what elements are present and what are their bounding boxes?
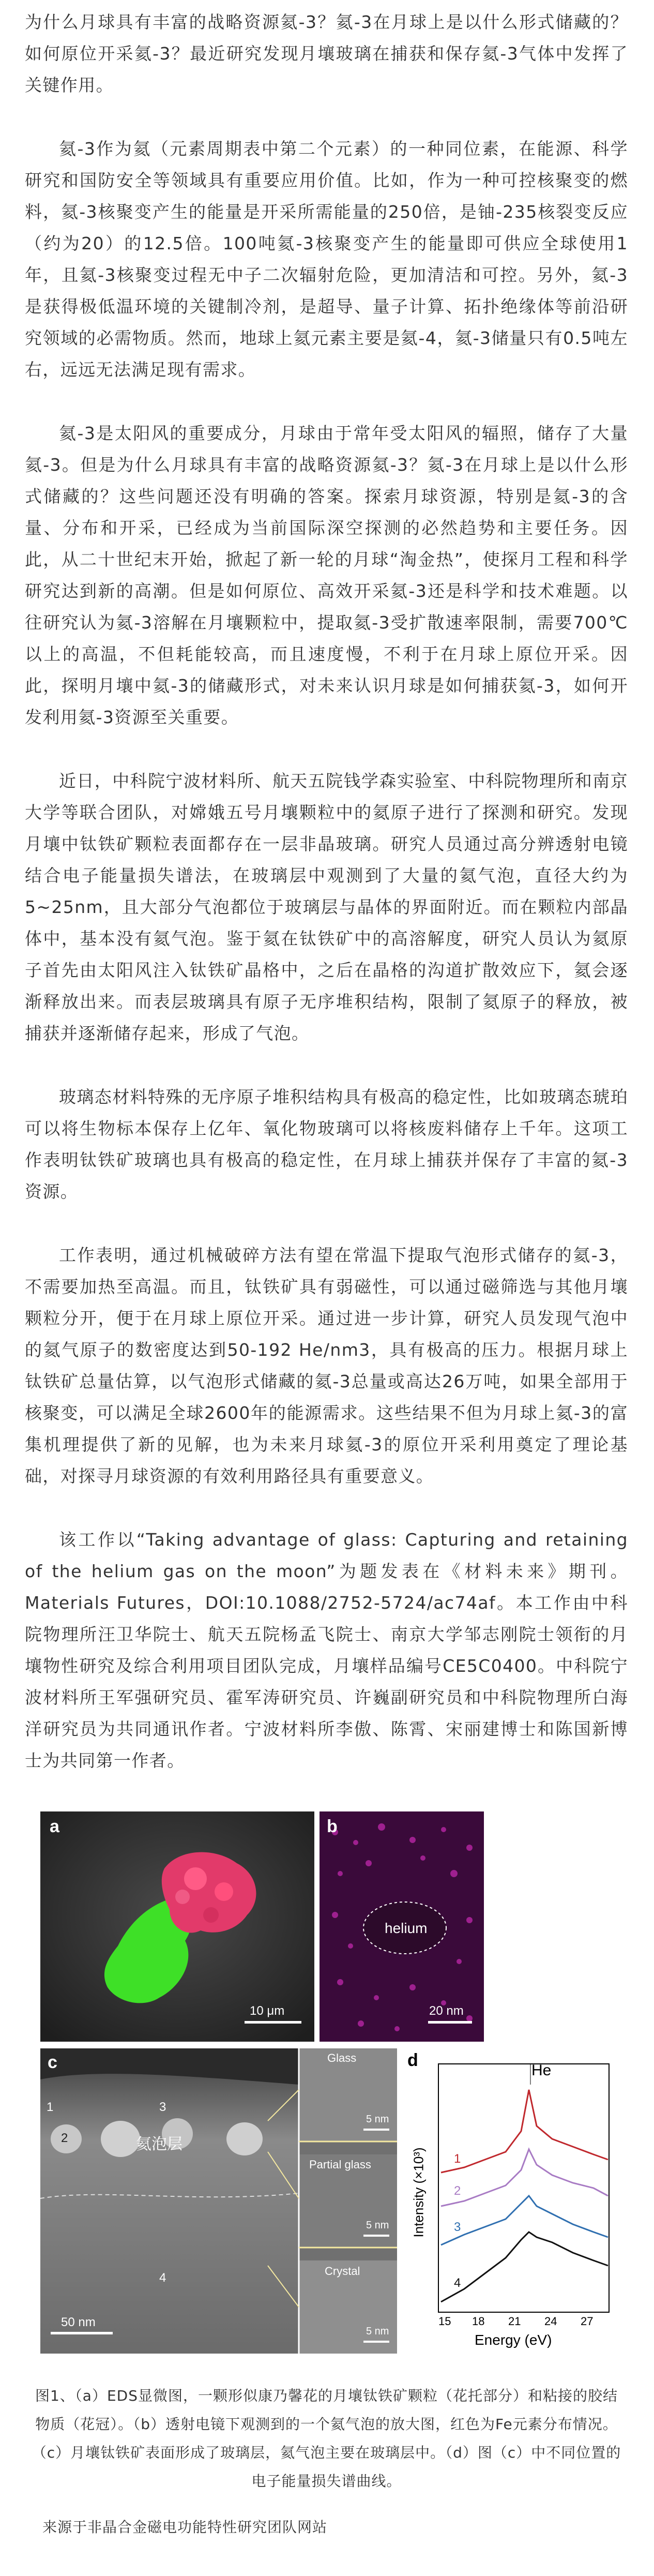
inset-partial-glass-scale: 5 nm bbox=[366, 2220, 389, 2231]
helium3-value-paragraph: 氦-3作为氦（元素周期表中第二个元素）的一种同位素，在能源、科学研究和国防安全等领域具有重要应用价值。比如，作为一种可控核聚变的燃料，氦-3核聚变产生的能量是开采所需能量的250倍，是铀-235核裂变反应（约为20）的12.5倍。100吨氦-3核聚变产生的能量即可供应全球使用1年，且氦-3核聚变过程无中子二次辐射危险，更加清洁和可控。另外，氦-3是获得极低温环境的关键制冷剂，是超导、量子计算、拓扑绝缘体等前沿研究领域的必需物质。然而，地球上氦元素主要是氦-4，氦-3储量只有0.5吨左右，远远无法满足现有需求。 bbox=[25, 139, 628, 380]
panel-c-label: c bbox=[48, 2053, 57, 2072]
x-tick-21: 21 bbox=[508, 2315, 521, 2328]
publication-paragraph: 该工作以“Taking advantage of glass: Capturing and retaining of the helium gas on the moon”为题发表在《材料未来》期刊。Materials Futures，DOI:10.1088/2752-5724/ac74af。本工作由中科院物理所汪卫华院士、航天五院杨孟飞院士、南京大学邹志刚院士领衔的月壤物性研究及综合利用项目团队完成，月壤样品编号CE5C0400。中科院宁波材料所王军强研究员、霍军涛研究员、许巍副研究员和中科院物理所白海洋研究员为共同通讯作者。宁波材料所李傲、陈霄、宋丽建博士和陈国新博士为共同第一作者。 bbox=[25, 1530, 628, 1771]
series-label-3: 3 bbox=[454, 2220, 461, 2234]
he-peak-label: He bbox=[531, 2062, 552, 2079]
extraction-paragraph: 工作表明，通过机械破碎方法有望在常温下提取气泡形式储存的氦-3，不需要加热至高温。而且，钛铁矿具有弱磁性，可以通过磁筛选与其他月壤颗粒分开，便于在月球上原位开采。通过进一步计算，研究人员发现气泡中的氦气原子的数密度达到50-192 He/nm3，具有极高的压力。根据月球上钛铁矿总量估算，以气泡形式储藏的氦-3总量或高达26万吨，如果全部用于核聚变，可以满足全球2600年的能源需求。这些结果不但为月球上氦-3的富集机理提供了新的见解，也为未来月球氦-3的原位开采利用奠定了理论基础，对探寻月球资源的有效利用路径具有重要意义。 bbox=[25, 1245, 628, 1486]
inset-crystal-label: Crystal bbox=[325, 2265, 360, 2278]
series-label-1: 1 bbox=[454, 2152, 461, 2166]
panel-b-label: b bbox=[327, 1817, 338, 1836]
panel-a-label: a bbox=[50, 1817, 59, 1836]
panel-b-scale: 20 nm bbox=[429, 2004, 464, 2018]
x-tick-18: 18 bbox=[472, 2315, 485, 2328]
panel-a bbox=[40, 1811, 314, 2042]
x-tick-15: 15 bbox=[438, 2315, 451, 2328]
panel-b bbox=[320, 1811, 484, 2042]
panel-c-scale: 50 nm bbox=[61, 2315, 96, 2329]
region-1: 1 bbox=[47, 2100, 54, 2114]
figure-caption: 图1、（a）EDS显微图，一颗形似康乃馨花的月壤钛铁矿颗粒（花托部分）和粘接的胶结物质（花冠）。（b）透射电镜下观测到的一个氦气泡的放大图，红色为Fe元素分布情况。（c）月壤钛铁矿表面形成了玻璃层，氦气泡主要在玻璃层中。（d）图（c）中不同位置的电子能量损失谱曲线。 bbox=[32, 2387, 621, 2490]
y-axis-label: Intensity (×10³) bbox=[410, 2147, 427, 2238]
panel-a-scale: 10 μm bbox=[250, 2004, 285, 2018]
intro-paragraph: 为什么月球具有丰富的战略资源氦-3？氦-3在月球上是以什么形式储藏的？如何原位开采氦-3？最近研究发现月壤玻璃在捕获和保存氦-3气体中发挥了关键作用。 bbox=[25, 12, 628, 95]
panel-d-label: d bbox=[407, 2050, 418, 2070]
region-4: 4 bbox=[159, 2271, 166, 2285]
inset-glass-label: Glass bbox=[327, 2051, 357, 2064]
tem-image bbox=[40, 2048, 397, 2354]
bubble-layer-label: 氦泡层 bbox=[136, 2136, 182, 2153]
series-label-4: 4 bbox=[454, 2276, 461, 2290]
article bbox=[0, 6, 654, 2576]
research-finding-paragraph: 近日，中科院宁波材料所、航天五院钱学森实验室、中科院物理所和南京大学等联合团队，对嫦娥五号月壤颗粒中的氦原子进行了探测和研究。发现月壤中钛铁矿颗粒表面都存在一层非晶玻璃。研究人员通过高分辨透射电镜结合电子能量损失谱法，在玻璃层中观测到了大量的氦气泡，直径大约为5~25nm，且大部分气泡都位于玻璃层与晶体的界面附近。而在颗粒内部晶体中，基本没有氦气泡。鉴于氦在钛铁矿中的高溶解度，研究人员认为氦原子首先由太阳风注入钛铁矿晶格中，之后在晶格的沟道扩散效应下，氦会逐渐释放出来。而表层玻璃具有原子无序堆积结构，限制了氦原子的释放，被捕获并逐渐储存起来，形成了气泡。 bbox=[25, 771, 628, 1043]
region-2: 2 bbox=[61, 2131, 68, 2145]
region-3: 3 bbox=[159, 2100, 166, 2114]
x-axis-label: Energy (eV) bbox=[475, 2332, 552, 2348]
x-tick-24: 24 bbox=[544, 2315, 557, 2328]
inset-glass-scale: 5 nm bbox=[366, 2114, 389, 2125]
panel-c bbox=[40, 2048, 397, 2354]
helium-annotation: helium bbox=[385, 1920, 428, 1936]
source-note: 来源于非晶合金磁电功能特性研究团队网站 bbox=[42, 2519, 328, 2536]
series-label-2: 2 bbox=[454, 2184, 461, 2198]
eels-spectra bbox=[402, 2048, 617, 2354]
solar-wind-paragraph: 氦-3是太阳风的重要成分，月球由于常年受太阳风的辐照，储存了大量氦-3。但是为什么月球具有丰富的战略资源氦-3？氦-3在月球上是以什么形式储藏的？这些问题还没有明确的答案。探索月球资源，特别是氦-3的含量、分布和开采，已经成为当前国际深空探测的必然趋势和主要任务。因此，从二十世纪末开始，掀起了新一轮的月球“淘金热”，使探月工程和科学研究达到新的高潮。但是如何原位、高效开采氦-3还是科学和技术难题。以往研究认为氦-3溶解在月壤颗粒中，提取氦-3受扩散速率限制，需要700℃以上的高温，不但耗能较高，而且速度慢，不利于在月球上原位开采。因此，探明月壤中氦-3的储藏形式，对未来认识月球是如何捕获氦-3，如何开发利用氦-3资源至关重要。 bbox=[25, 423, 628, 727]
inset-partial-glass-label: Partial glass bbox=[309, 2158, 371, 2171]
inset-crystal-scale: 5 nm bbox=[366, 2326, 389, 2337]
figure-1 bbox=[40, 1811, 617, 2370]
glass-stability-paragraph: 玻璃态材料特殊的无序原子堆积结构具有极高的稳定性，比如玻璃态琥珀可以将生物标本保存上亿年、氧化物玻璃可以将核废料储存上千年。这项工作表明钛铁矿玻璃也具有极高的稳定性，在月球上捕获并保存了丰富的氦-3资源。 bbox=[25, 1087, 628, 1202]
panel-d bbox=[402, 2048, 617, 2354]
x-tick-27: 27 bbox=[581, 2315, 594, 2328]
